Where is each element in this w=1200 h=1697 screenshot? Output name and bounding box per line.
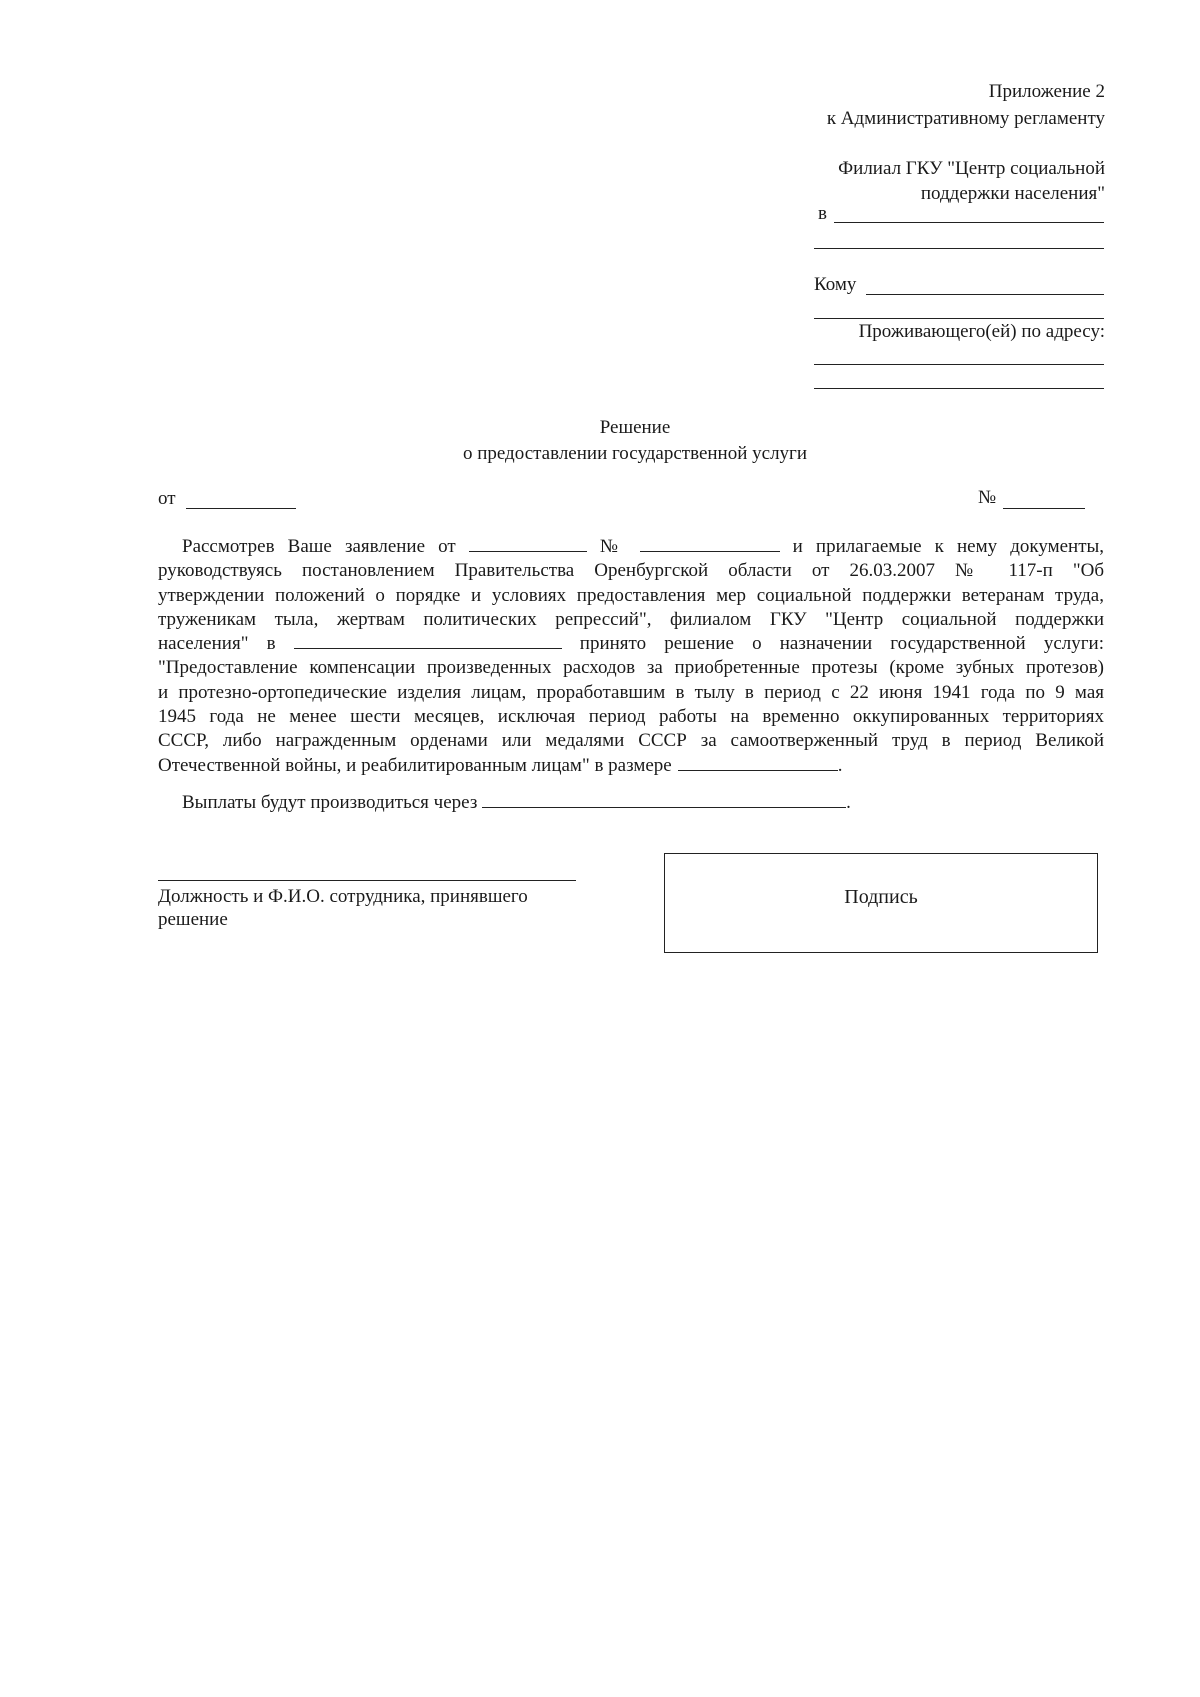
signature-label: Подпись: [844, 886, 918, 908]
branch-location-line-2: [814, 248, 1104, 249]
appendix-header: [600, 78, 1105, 132]
signature-box: [664, 853, 1098, 953]
body-line-1: Рассмотрев Ваше заявление от № и прилагаемые к нему документы,: [182, 536, 1105, 557]
body-line-5: населения" в принято решение о назначении государственной услуги:: [158, 633, 1104, 655]
address-label: Проживающего(ей) по адресу:: [858, 321, 1105, 342]
application-date-blank: [469, 535, 587, 552]
recipient-line-2: [814, 318, 1104, 319]
body-line-6: "Предоставление компенсации произведенных расходов за приобретенные протезы (кроме зубных протезов): [158, 657, 1104, 679]
amount-blank: [678, 754, 838, 771]
body-line-9: СССР, либо награжденным орденами или медалями СССР за самоотверженный труд в период Великой: [158, 730, 1104, 752]
official-caption-line1: Должность и Ф.И.О. сотрудника, принявшего: [158, 886, 528, 907]
body-line-8: 1945 года не менее шести месяцев, исключая период работы на временно оккупированных территориях: [158, 706, 1104, 728]
body-line-10: Отечественной войны, и реабилитированным лицам" в размере .: [158, 754, 843, 776]
payment-method-blank: [482, 791, 846, 808]
title-line1: Решение: [599, 417, 671, 438]
recipient-label: Кому: [814, 274, 857, 295]
branch-location-line: [834, 222, 1104, 223]
appendix-subtitle: к Административному регламенту: [826, 108, 1105, 129]
decision-body: [158, 535, 1104, 778]
address-line-2: [814, 388, 1104, 389]
in-label: в: [818, 203, 827, 224]
date-line: [186, 508, 296, 509]
body-line-7: и протезно-ортопедические изделия лицам, проработавшим в тылу в период с 22 июня 1941 года по 9 мая: [158, 681, 1104, 703]
address-line-1: [814, 364, 1104, 365]
branch-blank: [294, 632, 562, 649]
application-number-blank: [640, 535, 780, 552]
appendix-title: Приложение 2: [988, 81, 1105, 102]
recipient-line: [866, 294, 1104, 295]
number-line: [1003, 508, 1085, 509]
body-line-2: руководствуясь постановлением Правительства Оренбургской области от 26.03.2007 № 117-п "Об: [158, 560, 1104, 582]
title-line2: о предоставлении государственной услуги: [462, 443, 808, 464]
date-label: от: [158, 488, 176, 509]
official-caption: [158, 885, 598, 931]
official-caption-line2: решение: [158, 909, 228, 930]
body-line-3: утверждении положений о порядке и условиях предоставления мер социальной поддержки ветеранам труда,: [158, 584, 1104, 606]
body-line-4: труженикам тыла, жертвам политических репрессий", филиалом ГКУ "Центр социальной поддержки: [158, 608, 1104, 630]
branch-name-line1: Филиал ГКУ "Центр социальной: [838, 158, 1105, 179]
document-title: [300, 415, 970, 467]
branch-block: [600, 156, 1105, 206]
number-label: №: [978, 487, 997, 508]
payments-line: Выплаты будут производиться через .: [182, 792, 851, 813]
branch-name-line2: поддержки населения": [920, 183, 1105, 204]
official-signature-line: [158, 880, 576, 881]
